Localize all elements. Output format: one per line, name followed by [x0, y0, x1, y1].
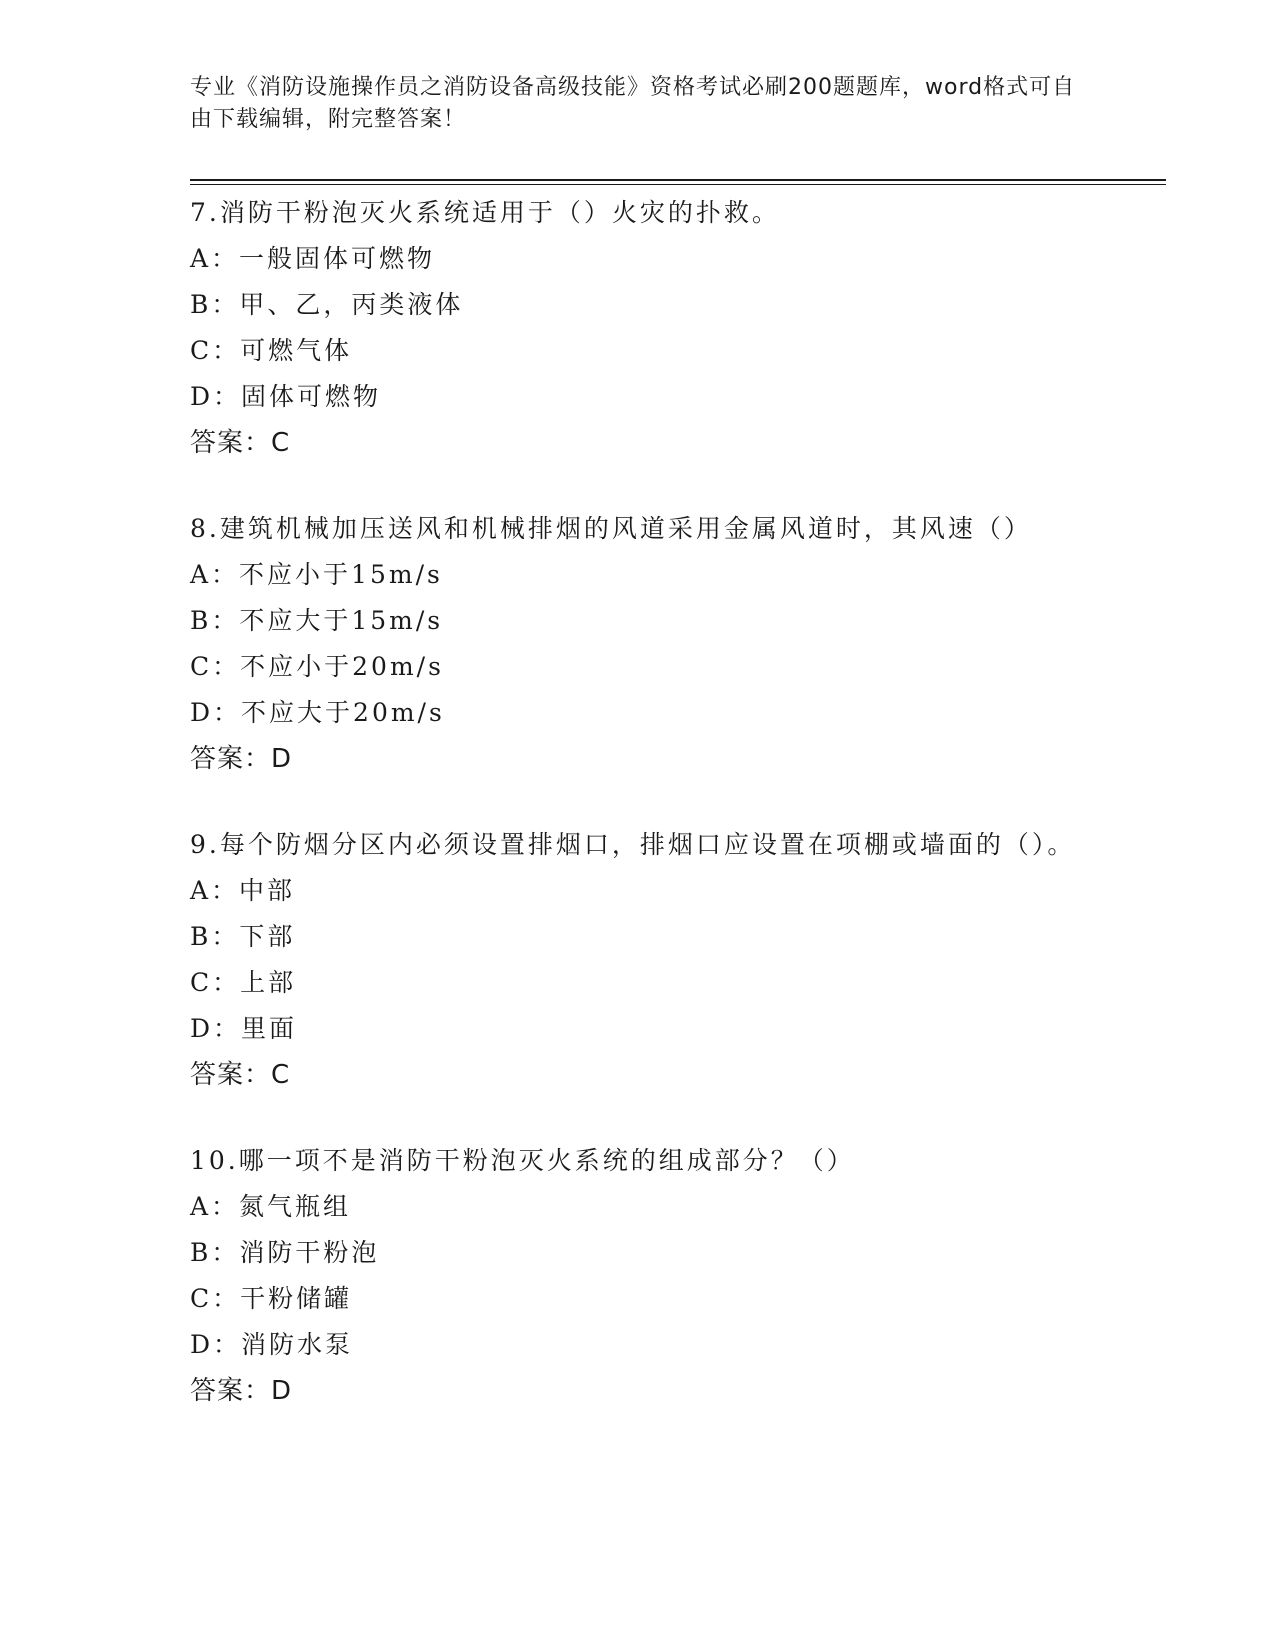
- question-title: 9.每个防烟分区内必须设置排烟口，排烟口应设置在项棚或墙面的（）。: [190, 830, 1076, 859]
- answer-line: 答案：D: [190, 744, 293, 774]
- option-d: D：消防水泵: [190, 1330, 354, 1359]
- option-d: D：里面: [190, 1014, 298, 1043]
- answer-line: 答案：C: [190, 428, 291, 458]
- option-c: C：不应小于20m/s: [190, 652, 444, 681]
- question-list: [190, 190, 1090, 1454]
- question-title: 10.哪一项不是消防干粉泡灭火系统的组成部分？（）: [190, 1146, 855, 1175]
- option-a: A：不应小于15m/s: [190, 560, 443, 589]
- header-divider: [190, 179, 1166, 185]
- answer-line: 答案：C: [190, 1060, 291, 1090]
- question-item: [190, 822, 1090, 1098]
- question-title: 7.消防干粉泡灭火系统适用于（）火灾的扑救。: [190, 198, 780, 227]
- option-c: C：上部: [190, 968, 297, 997]
- document-header: 专业《消防设施操作员之消防设备高级技能》资格考试必刷200题题库，word格式可自由下载编辑，附完整答案！: [190, 75, 1076, 132]
- option-d: D：固体可燃物: [190, 382, 382, 411]
- option-a: A：一般固体可燃物: [190, 244, 436, 273]
- option-c: C：干粉储罐: [190, 1284, 353, 1313]
- option-b: B：甲、乙，丙类液体: [190, 290, 464, 319]
- question-item: [190, 506, 1090, 782]
- option-b: B：消防干粉泡: [190, 1238, 380, 1267]
- option-a: A：中部: [190, 876, 296, 905]
- option-b: B：不应大于15m/s: [190, 606, 444, 635]
- answer-line: 答案：D: [190, 1376, 293, 1406]
- question-item: [190, 1138, 1090, 1414]
- question-item: [190, 190, 1090, 466]
- option-b: B：下部: [190, 922, 296, 951]
- option-d: D：不应大于20m/s: [190, 698, 445, 727]
- option-a: A：氮气瓶组: [190, 1192, 352, 1221]
- option-c: C：可燃气体: [190, 336, 353, 365]
- question-title: 8.建筑机械加压送风和机械排烟的风道采用金属风道时，其风速（）: [190, 514, 1032, 543]
